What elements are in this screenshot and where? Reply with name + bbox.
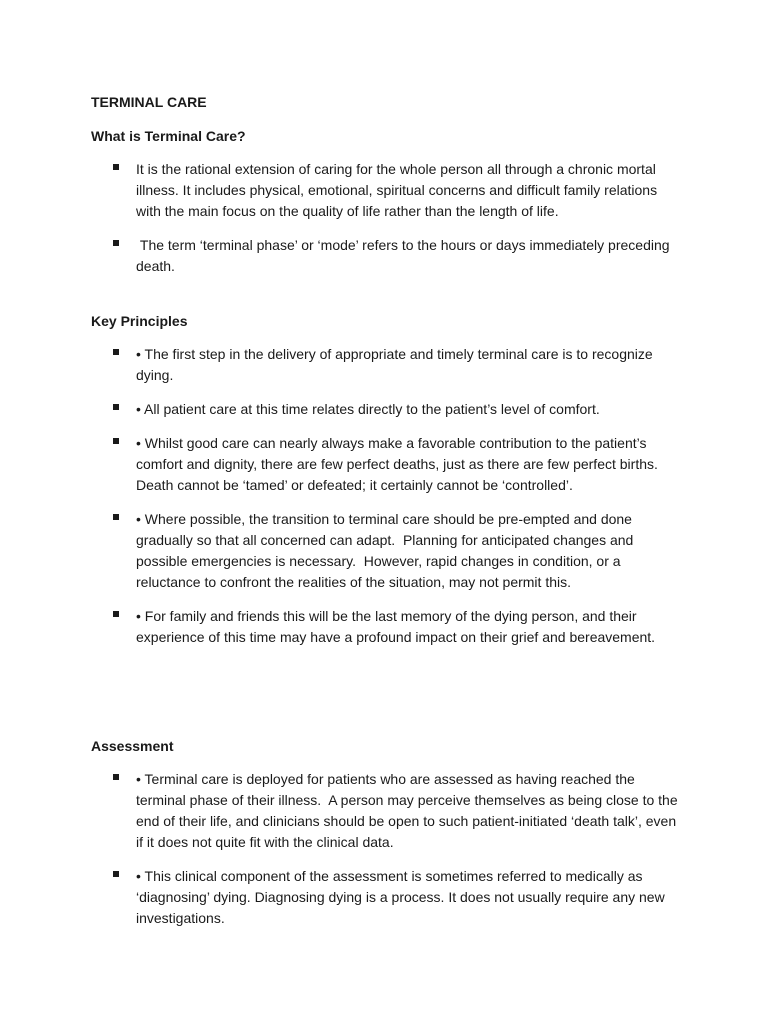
list-item-text: It is the rational extension of caring for the whole person all through a chronic mortal illness. It includes physical, emotional, spiritual concerns and difficult family relations with the main focus on the quality of life rather than the length of life. xyxy=(136,161,658,219)
list-item xyxy=(0,769,681,853)
list-item xyxy=(0,344,681,386)
square-bullet-icon xyxy=(113,240,119,246)
list-item xyxy=(0,866,681,929)
list-item-text: The term ‘terminal phase’ or ‘mode’ refers to the hours or days immediately preceding death. xyxy=(136,237,674,274)
square-bullet-icon xyxy=(113,611,119,617)
section-list-what-is-terminal-care xyxy=(0,159,681,290)
section-heading-key-principles: Key Principles xyxy=(91,313,188,329)
list-item-text: • All patient care at this time relates directly to the patient’s level of comfort. xyxy=(136,401,600,417)
list-item-text: • The first step in the delivery of appropriate and timely terminal care is to recognize dying. xyxy=(136,346,653,383)
list-item xyxy=(0,399,681,420)
list-item-text: • Terminal care is deployed for patients who are assessed as having reached the terminal phase of their illness. A person may perceive themselves as being close to the end of their life, and clinicians should be open to such patient-initiated ‘death talk’, even if it does not quite fit with the clinical data. xyxy=(136,771,682,850)
section-list-assessment xyxy=(0,769,681,942)
square-bullet-icon xyxy=(113,871,119,877)
list-item xyxy=(0,235,681,277)
square-bullet-icon xyxy=(113,349,119,355)
section-list-key-principles xyxy=(0,344,681,661)
section-heading-assessment: Assessment xyxy=(91,738,174,754)
list-item-text: • This clinical component of the assessment is sometimes referred to medically as ‘diagnosing’ dying. Diagnosing dying is a process. It does not usually require any new investigations. xyxy=(136,868,665,926)
list-item xyxy=(0,159,681,222)
list-item-text: • Where possible, the transition to terminal care should be pre-empted and done gradually so that all concerned can adapt. Planning for anticipated changes and possible emergencies is necessary. However, rapid changes in condition, or a reluctance to confront the realities of the situation, may not permit this. xyxy=(136,511,638,590)
list-item xyxy=(0,606,681,648)
square-bullet-icon xyxy=(113,514,119,520)
list-item-text: • For family and friends this will be the last memory of the dying person, and their experience of this time may have a profound impact on their grief and bereavement. xyxy=(136,608,656,645)
list-item xyxy=(0,433,681,496)
square-bullet-icon xyxy=(113,438,119,444)
square-bullet-icon xyxy=(113,404,119,410)
square-bullet-icon xyxy=(113,774,119,780)
list-item-text: • Whilst good care can nearly always make a favorable contribution to the patient’s comfort and dignity, there are few perfect deaths, just as there are few perfect births. Death cannot be ‘tamed’ or defeated; it certainly cannot be ‘controlled’. xyxy=(136,435,666,493)
list-item xyxy=(0,509,681,593)
square-bullet-icon xyxy=(113,164,119,170)
section-heading-what-is-terminal-care: What is Terminal Care? xyxy=(91,128,246,144)
document-title: TERMINAL CARE xyxy=(91,94,207,110)
